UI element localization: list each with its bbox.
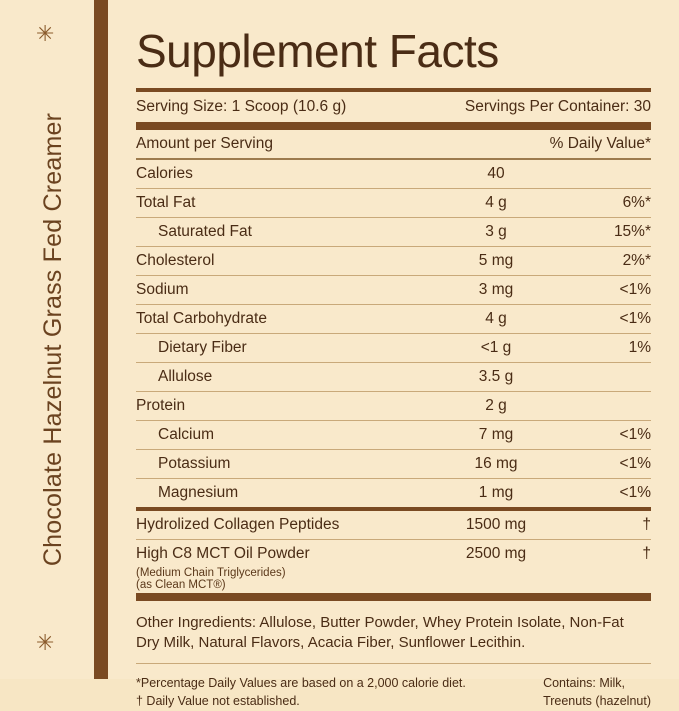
servings-per-container-value: 30 <box>633 98 651 115</box>
brand-strip <box>0 0 108 679</box>
nutrient-name: Allulose <box>158 368 213 385</box>
nutrient-amount: 4 g <box>485 194 507 211</box>
nutrient-name: Calories <box>136 165 193 182</box>
amount-per-serving-header: Amount per Serving <box>136 135 273 152</box>
nutrient-daily-value: † <box>642 516 651 533</box>
mct-note-line-2: (as Clean MCT®) <box>136 579 226 592</box>
nutrient-daily-value: † <box>642 545 651 562</box>
table-row <box>136 540 651 568</box>
nutrient-amount: 2 g <box>485 397 507 414</box>
asterisk-icon-bottom: ✳ <box>36 631 55 656</box>
other-ingredients: Other Ingredients: Allulose, Butter Powder, Whey Protein Isolate, Non-Fat Dry Milk, Natural Flavors, Acacia Fiber, Sunflower Lecithin. <box>136 613 624 651</box>
servings-per-container-label: Servings Per Container: <box>464 98 630 115</box>
nutrient-amount: <1 g <box>480 339 512 356</box>
nutrient-name: Sodium <box>136 281 189 298</box>
nutrient-amount: 5 mg <box>478 252 514 269</box>
allergen-line-1: Contains: Milk, <box>543 676 626 691</box>
nutrient-daily-value: 1% <box>628 339 651 356</box>
daily-value-header: % Daily Value* <box>549 135 651 152</box>
nutrient-amount: 4 g <box>485 310 507 327</box>
servings-per-container <box>465 98 651 116</box>
table-row <box>136 421 651 449</box>
nutrient-amount: 3 mg <box>478 281 514 298</box>
nutrient-name: Calcium <box>158 426 214 443</box>
table-row <box>136 160 651 188</box>
nutrient-daily-value: <1% <box>619 426 651 443</box>
nutrient-daily-value: <1% <box>619 310 651 327</box>
footnote-block <box>136 674 466 710</box>
nutrient-amount: 1 mg <box>478 484 514 501</box>
table-row <box>136 218 651 246</box>
footnote-daily-value: *Percentage Daily Values are based on a 2,000 calorie diet. <box>136 676 466 691</box>
divider-bar <box>94 0 108 679</box>
nutrient-name: Hydrolized Collagen Peptides <box>136 516 340 533</box>
nutrient-name: Saturated Fat <box>158 223 252 240</box>
table-row <box>136 450 651 478</box>
product-name-label: Chocolate Hazelnut Grass Fed Creamer <box>39 112 68 567</box>
table-row <box>136 363 651 391</box>
allergen-block <box>543 674 651 710</box>
nutrient-amount: 16 mg <box>474 455 518 472</box>
table-row <box>136 479 651 507</box>
nutrient-name: Total Carbohydrate <box>136 310 267 327</box>
table-row <box>136 247 651 275</box>
nutrient-daily-value: 2%* <box>622 252 651 269</box>
rule-above-other-ingredients <box>136 593 651 601</box>
nutrient-amount: 2500 mg <box>465 545 527 562</box>
nutrient-daily-value: <1% <box>619 455 651 472</box>
facts-body <box>108 0 679 709</box>
nutrient-name: Cholesterol <box>136 252 215 269</box>
footnote-dagger: † Daily Value not established. <box>136 694 300 709</box>
nutrient-amount: 40 <box>487 165 505 182</box>
nutrient-name: High C8 MCT Oil Powder <box>136 545 310 562</box>
table-row <box>136 305 651 333</box>
nutrient-name: Magnesium <box>158 484 239 501</box>
table-row <box>136 334 651 362</box>
nutrient-name: Potassium <box>158 455 231 472</box>
asterisk-icon: ✳ <box>36 22 55 47</box>
nutrient-daily-value: <1% <box>619 484 651 501</box>
rule-under-serving <box>136 122 651 130</box>
nutrient-amount: 7 mg <box>478 426 514 443</box>
nutrient-amount: 1500 mg <box>465 516 527 533</box>
page-title: Supplement Facts <box>136 25 499 77</box>
nutrient-daily-value: 6%* <box>622 194 651 211</box>
serving-size-value: 1 Scoop (10.6 g) <box>231 98 347 115</box>
nutrient-name: Dietary Fiber <box>158 339 247 356</box>
nutrient-name: Protein <box>136 397 186 414</box>
table-row <box>136 511 651 539</box>
serving-size-label: Serving Size: <box>136 98 228 115</box>
table-row <box>136 189 651 217</box>
table-row <box>136 276 651 304</box>
nutrient-amount: 3 g <box>485 223 507 240</box>
allergen-line-2: Treenuts (hazelnut) <box>543 694 651 709</box>
product-name <box>0 0 108 679</box>
footnotes <box>136 664 651 710</box>
nutrient-name: Total Fat <box>136 194 196 211</box>
nutrient-amount: 3.5 g <box>478 368 514 385</box>
serving-size <box>136 98 346 116</box>
nutrient-daily-value: <1% <box>619 281 651 298</box>
mct-note-line-1: (Medium Chain Triglycerides) <box>136 567 286 579</box>
table-row <box>136 392 651 420</box>
table-header-row <box>136 130 651 158</box>
nutrient-rows <box>136 160 651 593</box>
serving-info-row <box>136 92 651 122</box>
nutrient-daily-value: 15%* <box>613 223 651 240</box>
